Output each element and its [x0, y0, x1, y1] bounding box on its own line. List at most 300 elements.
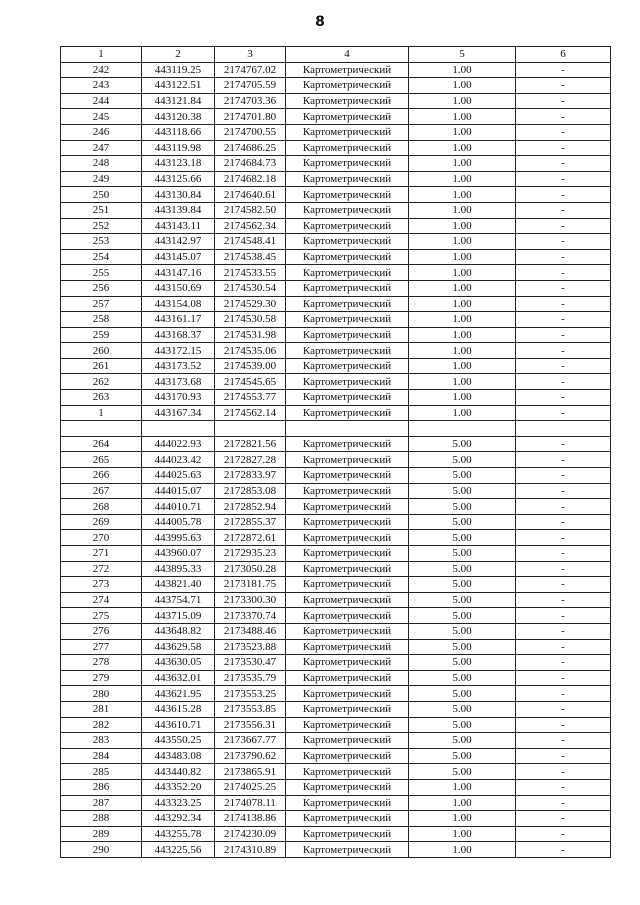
note-cell: -	[516, 374, 611, 390]
table-row	[61, 655, 611, 671]
y-coordinate-cell: 2174701.80	[215, 109, 286, 125]
y-coordinate-cell: 2173300.30	[215, 592, 286, 608]
method-cell: Картометрический	[286, 748, 409, 764]
method-cell: Картометрический	[286, 717, 409, 733]
method-cell: Картометрический	[286, 62, 409, 78]
method-cell: Картометрический	[286, 343, 409, 359]
table-row	[61, 109, 611, 125]
note-cell: -	[516, 405, 611, 421]
note-cell: -	[516, 655, 611, 671]
y-coordinate-cell: 2174025.25	[215, 779, 286, 795]
point-number-cell: 265	[61, 452, 142, 468]
method-cell: Картометрический	[286, 265, 409, 281]
point-number-cell: 276	[61, 623, 142, 639]
point-number-cell: 285	[61, 764, 142, 780]
y-coordinate-cell: 2174138.86	[215, 811, 286, 827]
method-cell: Картометрический	[286, 436, 409, 452]
accuracy-cell: 1.00	[409, 390, 516, 406]
y-coordinate-cell: 2174078.11	[215, 795, 286, 811]
x-coordinate-cell: 443118.66	[142, 124, 215, 140]
y-coordinate-cell: 2174686.25	[215, 140, 286, 156]
method-cell: Картометрический	[286, 733, 409, 749]
table-row	[61, 327, 611, 343]
point-number-cell: 275	[61, 608, 142, 624]
method-cell: Картометрический	[286, 561, 409, 577]
point-number-cell: 259	[61, 327, 142, 343]
x-coordinate-cell: 443168.37	[142, 327, 215, 343]
note-cell: -	[516, 514, 611, 530]
point-number-cell: 247	[61, 140, 142, 156]
y-coordinate-cell: 2174530.58	[215, 312, 286, 328]
point-number-cell: 244	[61, 93, 142, 109]
accuracy-cell: 5.00	[409, 452, 516, 468]
accuracy-cell: 1.00	[409, 93, 516, 109]
y-coordinate-cell: 2173523.88	[215, 639, 286, 655]
point-number-cell: 252	[61, 218, 142, 234]
note-cell: -	[516, 452, 611, 468]
method-cell: Картометрический	[286, 701, 409, 717]
y-coordinate-cell: 2174562.14	[215, 405, 286, 421]
method-cell: Картометрический	[286, 78, 409, 94]
table-row	[61, 280, 611, 296]
note-cell: -	[516, 779, 611, 795]
accuracy-cell: 1.00	[409, 374, 516, 390]
method-cell: Картометрический	[286, 249, 409, 265]
page-number: 8	[315, 14, 325, 30]
method-cell: Картометрический	[286, 779, 409, 795]
accuracy-cell: 5.00	[409, 561, 516, 577]
accuracy-cell: 5.00	[409, 733, 516, 749]
x-coordinate-cell: 444005.78	[142, 514, 215, 530]
table-row	[61, 171, 611, 187]
point-number-cell: 262	[61, 374, 142, 390]
accuracy-cell: 5.00	[409, 639, 516, 655]
table-row	[61, 795, 611, 811]
note-cell: -	[516, 826, 611, 842]
method-cell: Картометрический	[286, 608, 409, 624]
column-header-4: 4	[286, 47, 409, 63]
column-header-1: 1	[61, 47, 142, 63]
accuracy-cell: 5.00	[409, 577, 516, 593]
y-coordinate-cell: 2174529.30	[215, 296, 286, 312]
table-row	[61, 405, 611, 421]
method-cell: Картометрический	[286, 280, 409, 296]
method-cell: Картометрический	[286, 312, 409, 328]
point-number-cell: 289	[61, 826, 142, 842]
note-cell: -	[516, 530, 611, 546]
y-coordinate-cell: 2173556.31	[215, 717, 286, 733]
table-row	[61, 608, 611, 624]
table-row	[61, 670, 611, 686]
point-number-cell: 288	[61, 811, 142, 827]
x-coordinate-cell: 444015.07	[142, 483, 215, 499]
note-cell: -	[516, 623, 611, 639]
note-cell: -	[516, 343, 611, 359]
x-coordinate-cell: 444022.93	[142, 436, 215, 452]
point-number-cell: 283	[61, 733, 142, 749]
point-number-cell: 263	[61, 390, 142, 406]
note-cell: -	[516, 686, 611, 702]
table-row	[61, 592, 611, 608]
point-number-cell: 1	[61, 405, 142, 421]
accuracy-cell: 5.00	[409, 499, 516, 515]
note-cell: -	[516, 234, 611, 250]
accuracy-cell: 5.00	[409, 530, 516, 546]
point-number-cell: 279	[61, 670, 142, 686]
table-row	[61, 811, 611, 827]
x-coordinate-cell: 443139.84	[142, 202, 215, 218]
table-row	[61, 764, 611, 780]
note-cell: -	[516, 733, 611, 749]
note-cell: -	[516, 811, 611, 827]
accuracy-cell: 1.00	[409, 265, 516, 281]
note-cell: -	[516, 109, 611, 125]
point-number-cell: 242	[61, 62, 142, 78]
x-coordinate-cell: 444023.42	[142, 452, 215, 468]
accuracy-cell: 5.00	[409, 764, 516, 780]
method-cell: Картометрический	[286, 795, 409, 811]
note-cell: -	[516, 436, 611, 452]
accuracy-cell: 5.00	[409, 592, 516, 608]
point-number-cell	[61, 421, 142, 437]
accuracy-cell: 1.00	[409, 187, 516, 203]
accuracy-cell: 5.00	[409, 514, 516, 530]
accuracy-cell: 5.00	[409, 546, 516, 562]
table-row	[61, 421, 611, 437]
note-cell: -	[516, 468, 611, 484]
x-coordinate-cell	[142, 421, 215, 437]
y-coordinate-cell: 2174562.34	[215, 218, 286, 234]
point-number-cell: 260	[61, 343, 142, 359]
point-number-cell: 267	[61, 483, 142, 499]
note-cell: -	[516, 483, 611, 499]
y-coordinate-cell: 2172872.61	[215, 530, 286, 546]
point-number-cell: 277	[61, 639, 142, 655]
y-coordinate-cell: 2174767.02	[215, 62, 286, 78]
method-cell: Картометрический	[286, 530, 409, 546]
y-coordinate-cell: 2173488.46	[215, 623, 286, 639]
note-cell: -	[516, 202, 611, 218]
x-coordinate-cell: 443610.71	[142, 717, 215, 733]
note-cell: -	[516, 171, 611, 187]
method-cell: Картометрический	[286, 202, 409, 218]
table-row	[61, 374, 611, 390]
y-coordinate-cell: 2174582.50	[215, 202, 286, 218]
table-row	[61, 156, 611, 172]
point-number-cell: 251	[61, 202, 142, 218]
column-header-2: 2	[142, 47, 215, 63]
method-cell: Картометрический	[286, 764, 409, 780]
accuracy-cell: 5.00	[409, 717, 516, 733]
table-row	[61, 748, 611, 764]
point-number-cell: 243	[61, 78, 142, 94]
x-coordinate-cell: 443895.33	[142, 561, 215, 577]
y-coordinate-cell: 2173790.62	[215, 748, 286, 764]
note-cell: -	[516, 842, 611, 858]
y-coordinate-cell: 2174700.55	[215, 124, 286, 140]
x-coordinate-cell: 443630.05	[142, 655, 215, 671]
method-cell: Картометрический	[286, 109, 409, 125]
x-coordinate-cell: 443550.25	[142, 733, 215, 749]
accuracy-cell: 1.00	[409, 358, 516, 374]
x-coordinate-cell: 443629.58	[142, 639, 215, 655]
method-cell: Картометрический	[286, 124, 409, 140]
point-number-cell: 270	[61, 530, 142, 546]
note-cell: -	[516, 358, 611, 374]
point-number-cell: 274	[61, 592, 142, 608]
method-cell: Картометрический	[286, 374, 409, 390]
y-coordinate-cell	[215, 421, 286, 437]
table-row	[61, 187, 611, 203]
column-header-3: 3	[215, 47, 286, 63]
note-cell: -	[516, 62, 611, 78]
accuracy-cell: 5.00	[409, 436, 516, 452]
table-row	[61, 842, 611, 858]
point-number-cell: 284	[61, 748, 142, 764]
accuracy-cell: 1.00	[409, 171, 516, 187]
x-coordinate-cell: 443121.84	[142, 93, 215, 109]
method-cell: Картометрический	[286, 623, 409, 639]
x-coordinate-cell: 443119.25	[142, 62, 215, 78]
accuracy-cell: 1.00	[409, 218, 516, 234]
x-coordinate-cell: 443170.93	[142, 390, 215, 406]
point-number-cell: 264	[61, 436, 142, 452]
point-number-cell: 245	[61, 109, 142, 125]
point-number-cell: 255	[61, 265, 142, 281]
note-cell: -	[516, 608, 611, 624]
table-row	[61, 234, 611, 250]
accuracy-cell: 1.00	[409, 249, 516, 265]
table-row	[61, 686, 611, 702]
x-coordinate-cell: 443483.08	[142, 748, 215, 764]
y-coordinate-cell: 2173865.91	[215, 764, 286, 780]
accuracy-cell: 1.00	[409, 327, 516, 343]
table-row	[61, 312, 611, 328]
method-cell: Картометрический	[286, 670, 409, 686]
table-body	[61, 62, 611, 857]
y-coordinate-cell: 2174553.77	[215, 390, 286, 406]
x-coordinate-cell: 443147.16	[142, 265, 215, 281]
note-cell: -	[516, 327, 611, 343]
x-coordinate-cell: 443130.84	[142, 187, 215, 203]
table-row	[61, 514, 611, 530]
table-row	[61, 717, 611, 733]
x-coordinate-cell: 443352.20	[142, 779, 215, 795]
method-cell: Картометрический	[286, 483, 409, 499]
x-coordinate-cell: 443172.15	[142, 343, 215, 359]
accuracy-cell: 1.00	[409, 343, 516, 359]
point-number-cell: 287	[61, 795, 142, 811]
method-cell: Картометрический	[286, 514, 409, 530]
note-cell: -	[516, 592, 611, 608]
x-coordinate-cell: 443161.17	[142, 312, 215, 328]
table-row	[61, 93, 611, 109]
method-cell: Картометрический	[286, 187, 409, 203]
table-row	[61, 436, 611, 452]
y-coordinate-cell: 2173667.77	[215, 733, 286, 749]
accuracy-cell: 5.00	[409, 670, 516, 686]
table-row	[61, 701, 611, 717]
x-coordinate-cell: 443173.68	[142, 374, 215, 390]
x-coordinate-cell: 443142.97	[142, 234, 215, 250]
table-row	[61, 140, 611, 156]
point-number-cell: 246	[61, 124, 142, 140]
x-coordinate-cell: 443154.08	[142, 296, 215, 312]
point-number-cell: 249	[61, 171, 142, 187]
x-coordinate-cell: 443648.82	[142, 623, 215, 639]
accuracy-cell: 5.00	[409, 483, 516, 499]
accuracy-cell: 1.00	[409, 811, 516, 827]
table-row	[61, 343, 611, 359]
method-cell: Картометрический	[286, 390, 409, 406]
accuracy-cell: 5.00	[409, 748, 516, 764]
x-coordinate-cell: 443119.98	[142, 140, 215, 156]
accuracy-cell: 1.00	[409, 842, 516, 858]
method-cell: Картометрический	[286, 93, 409, 109]
method-cell: Картометрический	[286, 639, 409, 655]
table-row	[61, 639, 611, 655]
accuracy-cell: 1.00	[409, 826, 516, 842]
point-number-cell: 257	[61, 296, 142, 312]
note-cell: -	[516, 499, 611, 515]
point-number-cell: 256	[61, 280, 142, 296]
note-cell: -	[516, 265, 611, 281]
x-coordinate-cell: 443123.18	[142, 156, 215, 172]
x-coordinate-cell: 443292.34	[142, 811, 215, 827]
method-cell: Картометрический	[286, 842, 409, 858]
table-row	[61, 733, 611, 749]
method-cell: Картометрический	[286, 592, 409, 608]
method-cell: Картометрический	[286, 327, 409, 343]
point-number-cell: 248	[61, 156, 142, 172]
note-cell: -	[516, 717, 611, 733]
y-coordinate-cell: 2172935.23	[215, 546, 286, 562]
accuracy-cell	[409, 421, 516, 437]
point-number-cell: 272	[61, 561, 142, 577]
point-number-cell: 273	[61, 577, 142, 593]
x-coordinate-cell: 443995.63	[142, 530, 215, 546]
y-coordinate-cell: 2174533.55	[215, 265, 286, 281]
point-number-cell: 250	[61, 187, 142, 203]
accuracy-cell: 5.00	[409, 468, 516, 484]
note-cell: -	[516, 390, 611, 406]
y-coordinate-cell: 2174705.59	[215, 78, 286, 94]
method-cell: Картометрический	[286, 234, 409, 250]
point-number-cell: 286	[61, 779, 142, 795]
accuracy-cell: 1.00	[409, 405, 516, 421]
note-cell: -	[516, 78, 611, 94]
y-coordinate-cell: 2172833.97	[215, 468, 286, 484]
note-cell: -	[516, 280, 611, 296]
note-cell: -	[516, 561, 611, 577]
x-coordinate-cell: 443440.82	[142, 764, 215, 780]
method-cell: Картометрический	[286, 140, 409, 156]
table-row	[61, 577, 611, 593]
y-coordinate-cell: 2174310.89	[215, 842, 286, 858]
table-row	[61, 530, 611, 546]
y-coordinate-cell: 2174535.06	[215, 343, 286, 359]
note-cell: -	[516, 764, 611, 780]
method-cell: Картометрический	[286, 405, 409, 421]
x-coordinate-cell: 443715.09	[142, 608, 215, 624]
point-number-cell: 271	[61, 546, 142, 562]
accuracy-cell: 1.00	[409, 234, 516, 250]
accuracy-cell: 5.00	[409, 655, 516, 671]
y-coordinate-cell: 2172827.28	[215, 452, 286, 468]
method-cell: Картометрический	[286, 468, 409, 484]
point-number-cell: 278	[61, 655, 142, 671]
x-coordinate-cell: 443173.52	[142, 358, 215, 374]
method-cell: Картометрический	[286, 826, 409, 842]
x-coordinate-cell: 443125.66	[142, 171, 215, 187]
note-cell: -	[516, 670, 611, 686]
y-coordinate-cell: 2174684.73	[215, 156, 286, 172]
y-coordinate-cell: 2173370.74	[215, 608, 286, 624]
note-cell: -	[516, 218, 611, 234]
y-coordinate-cell: 2173050.28	[215, 561, 286, 577]
accuracy-cell: 1.00	[409, 312, 516, 328]
point-number-cell: 268	[61, 499, 142, 515]
y-coordinate-cell: 2174538.45	[215, 249, 286, 265]
note-cell: -	[516, 156, 611, 172]
table-row	[61, 296, 611, 312]
note-cell: -	[516, 795, 611, 811]
x-coordinate-cell: 444025.63	[142, 468, 215, 484]
note-cell: -	[516, 296, 611, 312]
method-cell: Картометрический	[286, 686, 409, 702]
x-coordinate-cell: 443225.56	[142, 842, 215, 858]
method-cell: Картометрический	[286, 546, 409, 562]
y-coordinate-cell: 2174539.00	[215, 358, 286, 374]
note-cell: -	[516, 140, 611, 156]
x-coordinate-cell: 444010.71	[142, 499, 215, 515]
table-header-row	[61, 47, 611, 63]
table-row	[61, 124, 611, 140]
y-coordinate-cell: 2173181.75	[215, 577, 286, 593]
y-coordinate-cell: 2173535.79	[215, 670, 286, 686]
x-coordinate-cell: 443615.28	[142, 701, 215, 717]
x-coordinate-cell: 443120.38	[142, 109, 215, 125]
point-number-cell: 254	[61, 249, 142, 265]
x-coordinate-cell: 443621.95	[142, 686, 215, 702]
accuracy-cell: 1.00	[409, 124, 516, 140]
y-coordinate-cell: 2174682.18	[215, 171, 286, 187]
point-number-cell: 253	[61, 234, 142, 250]
table-row	[61, 561, 611, 577]
point-number-cell: 266	[61, 468, 142, 484]
method-cell: Картометрический	[286, 218, 409, 234]
accuracy-cell: 5.00	[409, 608, 516, 624]
method-cell: Картометрический	[286, 655, 409, 671]
column-header-6: 6	[516, 47, 611, 63]
table-row	[61, 546, 611, 562]
table-row	[61, 826, 611, 842]
note-cell: -	[516, 187, 611, 203]
y-coordinate-cell: 2172852.94	[215, 499, 286, 515]
table-row	[61, 202, 611, 218]
accuracy-cell: 1.00	[409, 78, 516, 94]
table-row	[61, 390, 611, 406]
point-number-cell: 261	[61, 358, 142, 374]
table-row	[61, 78, 611, 94]
accuracy-cell: 1.00	[409, 779, 516, 795]
table-row	[61, 358, 611, 374]
note-cell: -	[516, 546, 611, 562]
y-coordinate-cell: 2173553.25	[215, 686, 286, 702]
y-coordinate-cell: 2172821.56	[215, 436, 286, 452]
x-coordinate-cell: 443122.51	[142, 78, 215, 94]
accuracy-cell: 1.00	[409, 140, 516, 156]
